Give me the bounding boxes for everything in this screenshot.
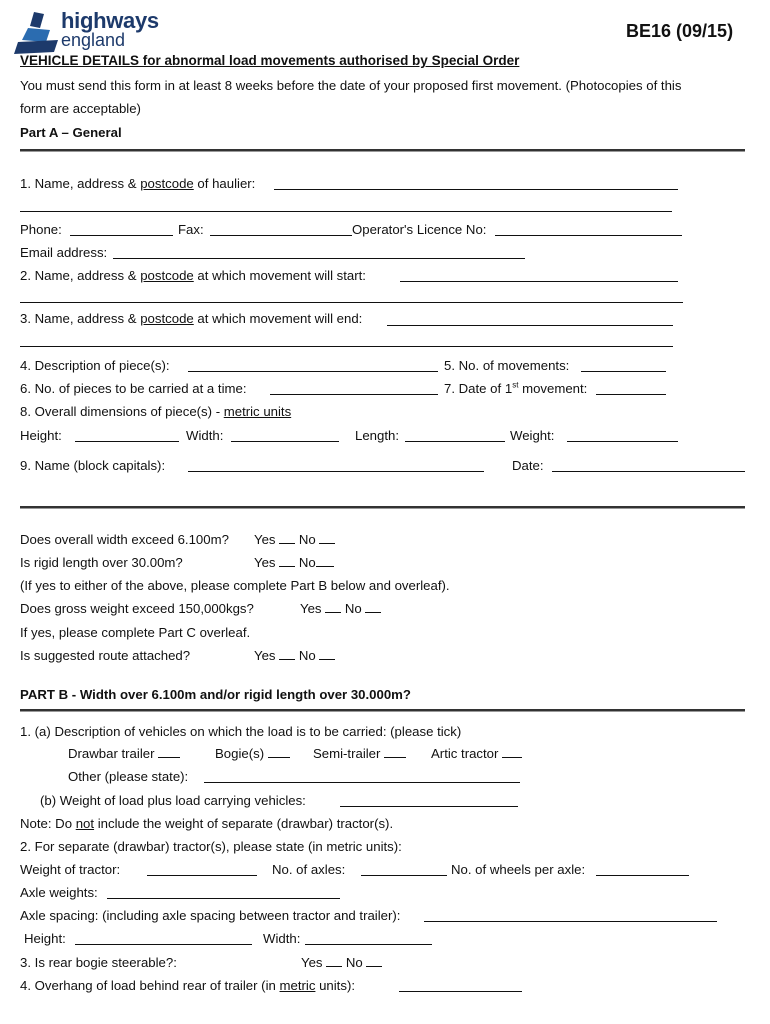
width-field[interactable] [231, 441, 339, 442]
q1b-field[interactable] [340, 806, 518, 807]
intro-line-1: You must send this form in at least 8 weeks before the date of your proposed first movement. (Photocopies of this [20, 78, 682, 93]
weight-field[interactable] [567, 441, 678, 442]
q3-steerable-yes[interactable]: Yes No [301, 955, 382, 970]
divider [20, 149, 745, 151]
weight-label: Weight: [510, 428, 555, 443]
note-part-b: (If yes to either of the above, please complete Part B below and overleaf). [20, 578, 450, 593]
height-label: Height: [20, 428, 62, 443]
q5-field[interactable] [581, 371, 666, 372]
weight-tractor-field[interactable] [147, 875, 257, 876]
weight-tractor-label: Weight of tractor: [20, 862, 121, 877]
email-field[interactable] [113, 258, 525, 259]
b-width-label: Width: [263, 931, 301, 946]
fax-label: Fax: [178, 222, 204, 237]
other-field[interactable] [204, 782, 520, 783]
part-b-q4: 4. Overhang of load behind rear of trailer (in metric units): [20, 978, 355, 993]
email-label: Email address: [20, 245, 108, 260]
axles-label: No. of axles: [272, 862, 346, 877]
wheels-label: No. of wheels per axle: [451, 862, 586, 877]
q1-answer-line-2[interactable] [20, 211, 672, 212]
q2-answer-line-2[interactable] [20, 302, 683, 303]
licence-label: Operator's Licence No: [352, 222, 487, 237]
divider [20, 709, 745, 711]
q3-answer-line-2[interactable] [20, 346, 673, 347]
phone-label: Phone: [20, 222, 62, 237]
height-field[interactable] [75, 441, 179, 442]
q2-label: 2. Name, address & postcode at which movement will start: [20, 268, 366, 283]
part-b-q1b: (b) Weight of load plus load carrying vehicles: [40, 793, 306, 808]
q4-label: 4. Description of piece(s): [20, 358, 170, 373]
overhang-field[interactable] [399, 991, 522, 992]
highways-england-logo-icon [14, 10, 60, 54]
option-bogie[interactable]: Bogie(s) [215, 746, 290, 761]
name-field[interactable] [188, 471, 484, 472]
part-b-q2: 2. For separate (drawbar) tractor(s), please state (in metric units): [20, 839, 402, 854]
b-height-field[interactable] [75, 944, 252, 945]
option-drawbar[interactable]: Drawbar trailer [68, 746, 180, 761]
q9-label: 9. Name (block capitals): [20, 458, 166, 473]
q1-answer-line-1[interactable] [274, 189, 678, 190]
fax-field[interactable] [210, 235, 352, 236]
licence-field[interactable] [495, 235, 682, 236]
axle-weights-label: Axle weights: [20, 885, 98, 900]
q-route-attached: Is suggested route attached? [20, 648, 191, 663]
other-label: Other (please state): [68, 769, 189, 784]
note-tractor: Note: Do not include the weight of separate (drawbar) tractor(s). [20, 816, 394, 831]
width-label: Width: [186, 428, 224, 443]
part-b-heading: PART B - Width over 6.100m and/or rigid length over 30.000m? [20, 687, 411, 702]
q6-label: 6. No. of pieces to be carried at a time: [20, 381, 247, 396]
length-label: Length: [355, 428, 399, 443]
option-artic-tractor[interactable]: Artic tractor [431, 746, 522, 761]
q6-field[interactable] [270, 394, 438, 395]
divider [20, 506, 745, 508]
axle-spacing-field[interactable] [424, 921, 717, 922]
date-field[interactable] [552, 471, 745, 472]
logo-wordmark-bottom: england [61, 30, 126, 50]
q4-field[interactable] [188, 371, 438, 372]
q-width-exceed: Does overall width exceed 6.100m? [20, 532, 229, 547]
date-label: Date: [512, 458, 544, 473]
part-b-q1a: 1. (a) Description of vehicles on which the load is to be carried: (please tick) [20, 724, 462, 739]
option-semi-trailer[interactable]: Semi-trailer [313, 746, 406, 761]
q-weight-yes[interactable]: Yes No [300, 601, 381, 616]
q3-label: 3. Name, address & postcode at which movement will end: [20, 311, 363, 326]
q-route-yes[interactable]: Yes No [254, 648, 335, 663]
axle-spacing-label: Axle spacing: (including axle spacing between tractor and trailer): [20, 908, 401, 923]
q-width-yes[interactable]: Yes No [254, 532, 335, 547]
part-a-heading: Part A – General [20, 125, 122, 140]
form-code: BE16 (09/15) [626, 21, 734, 41]
q2-answer-line-1[interactable] [400, 281, 678, 282]
q7-field[interactable] [596, 394, 666, 395]
phone-field[interactable] [70, 235, 173, 236]
q-rigid-length: Is rigid length over 30.00m? [20, 555, 183, 570]
part-b-q3: 3. Is rear bogie steerable?: [20, 955, 177, 970]
intro-line-2: form are acceptable) [20, 101, 141, 116]
length-field[interactable] [405, 441, 505, 442]
document-title: VEHICLE DETAILS for abnormal load movements authorised by Special Order [20, 53, 520, 68]
q5-label: 5. No. of movements: [444, 358, 570, 373]
q-gross-weight: Does gross weight exceed 150,000kgs? [20, 601, 254, 616]
axle-weights-field[interactable] [107, 898, 340, 899]
note-part-c: If yes, please complete Part C overleaf. [20, 625, 251, 640]
axles-field[interactable] [361, 875, 447, 876]
logo-wordmark-top: highways [61, 8, 159, 33]
wheels-field[interactable] [596, 875, 689, 876]
b-width-field[interactable] [305, 944, 432, 945]
q8-label: 8. Overall dimensions of piece(s) - metric units [20, 404, 292, 419]
q1-label: 1. Name, address & postcode of haulier: [20, 176, 256, 191]
q3-answer-line-1[interactable] [387, 325, 673, 326]
q-length-yes[interactable]: Yes No [254, 555, 334, 570]
b-height-label: Height: [24, 931, 66, 946]
q7-label: 7. Date of 1st movement: [444, 380, 588, 396]
